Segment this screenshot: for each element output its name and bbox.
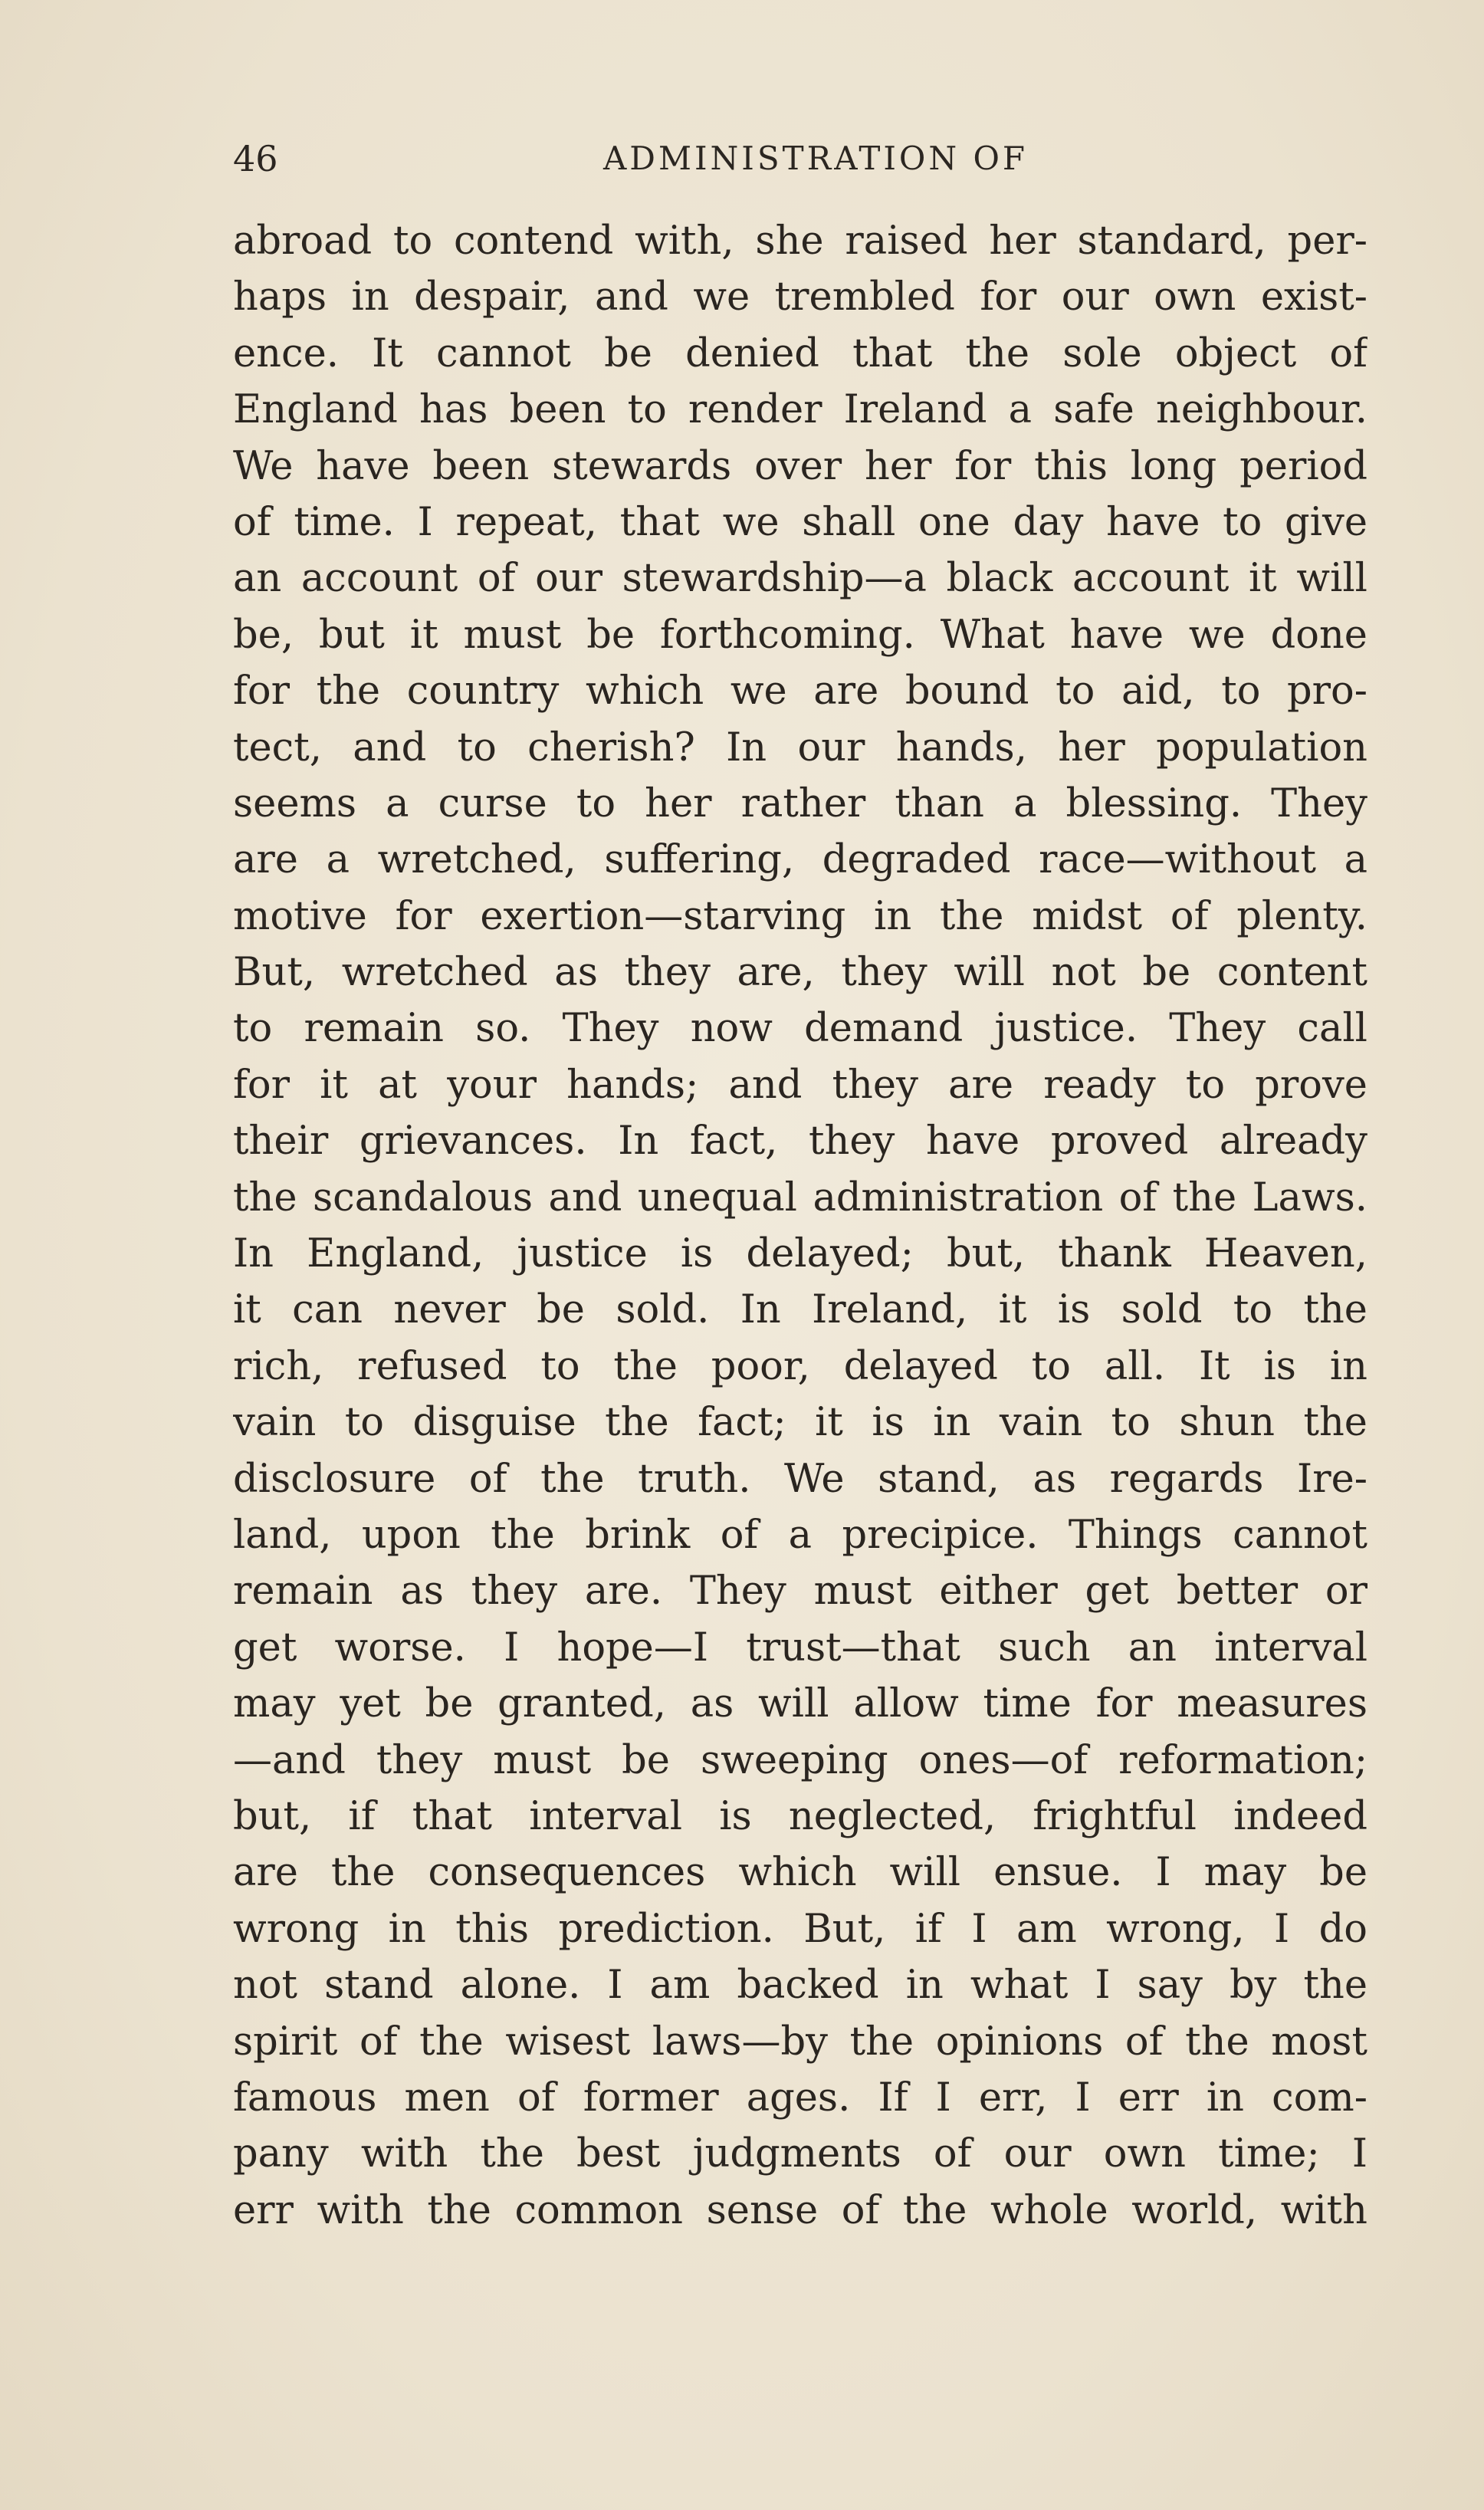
text-line: famous men of former ages. If I err, I err in com-	[233, 2075, 1367, 2121]
text-line: rich, refused to the poor, delayed to all. It is in	[233, 1343, 1367, 1389]
text-line: But, wretched as they are, they will not be content	[233, 950, 1367, 996]
text-line: err with the common sense of the whole world, with	[233, 2187, 1367, 2233]
text-line: may yet be granted, as will allow time for measures	[233, 1681, 1367, 1727]
text-line: an account of our stewardship—a black account it will	[233, 556, 1367, 602]
text-line: of time. I repeat, that we shall one day have to give	[233, 499, 1367, 545]
text-line: are a wretched, suffering, degraded race—without a	[233, 837, 1367, 883]
text-line: —and they must be sweeping ones—of reformation;	[233, 1737, 1367, 1783]
text-line: not stand alone. I am backed in what I say by the	[233, 1963, 1367, 2009]
text-line: get worse. I hope—I trust—that such an interval	[233, 1625, 1367, 1671]
text-line: it can never be sold. In Ireland, it is sold to the	[233, 1287, 1367, 1333]
text-line: to remain so. They now demand justice. They call	[233, 1006, 1367, 1052]
text-line: are the consequences which will ensue. I may be	[233, 1850, 1367, 1896]
text-line: ence. It cannot be denied that the sole object of	[233, 330, 1367, 376]
text-line: wrong in this prediction. But, if I am wrong, I do	[233, 1906, 1367, 1952]
text-line: haps in despair, and we trembled for our own exist-	[233, 274, 1367, 320]
text-line: the scandalous and unequal administration of the Laws.	[233, 1175, 1367, 1221]
text-line: motive for exertion—starving in the midst of plenty.	[233, 893, 1367, 939]
text-line: vain to disguise the fact; it is in vain to shun the	[233, 1400, 1367, 1446]
text-line: pany with the best judgments of our own time; I	[233, 2131, 1367, 2177]
text-line: abroad to contend with, she raised her standard, per-	[233, 218, 1367, 264]
text-line: remain as they are. They must either get better or	[233, 1569, 1367, 1615]
page-number: 46	[233, 138, 278, 179]
text-line: tect, and to cherish? In our hands, her population	[233, 724, 1367, 770]
text-line: England has been to render Ireland a safe neighbour.	[233, 387, 1367, 433]
text-line: for the country which we are bound to aid, to pro-	[233, 669, 1367, 715]
text-line: be, but it must be forthcoming. What have we done	[233, 612, 1367, 658]
text-line: for it at your hands; and they are ready to prove	[233, 1062, 1367, 1108]
text-line: but, if that interval is neglected, frightful indeed	[233, 1793, 1367, 1839]
text-line: seems a curse to her rather than a blessing. They	[233, 780, 1367, 826]
text-line: spirit of the wisest laws—by the opinions of the most	[233, 2019, 1367, 2065]
text-line: We have been stewards over her for this long period	[233, 443, 1367, 489]
running-head: ADMINISTRATION OF	[602, 140, 1029, 177]
page-header	[233, 132, 1367, 186]
text-line: In England, justice is delayed; but, thank Heaven,	[233, 1231, 1367, 1277]
body-text	[233, 213, 1367, 2239]
text-line: their grievances. In fact, they have proved already	[233, 1119, 1367, 1165]
text-line: disclosure of the truth. We stand, as regards Ire-	[233, 1456, 1367, 1502]
text-line: land, upon the brink of a precipice. Things cannot	[233, 1512, 1367, 1558]
